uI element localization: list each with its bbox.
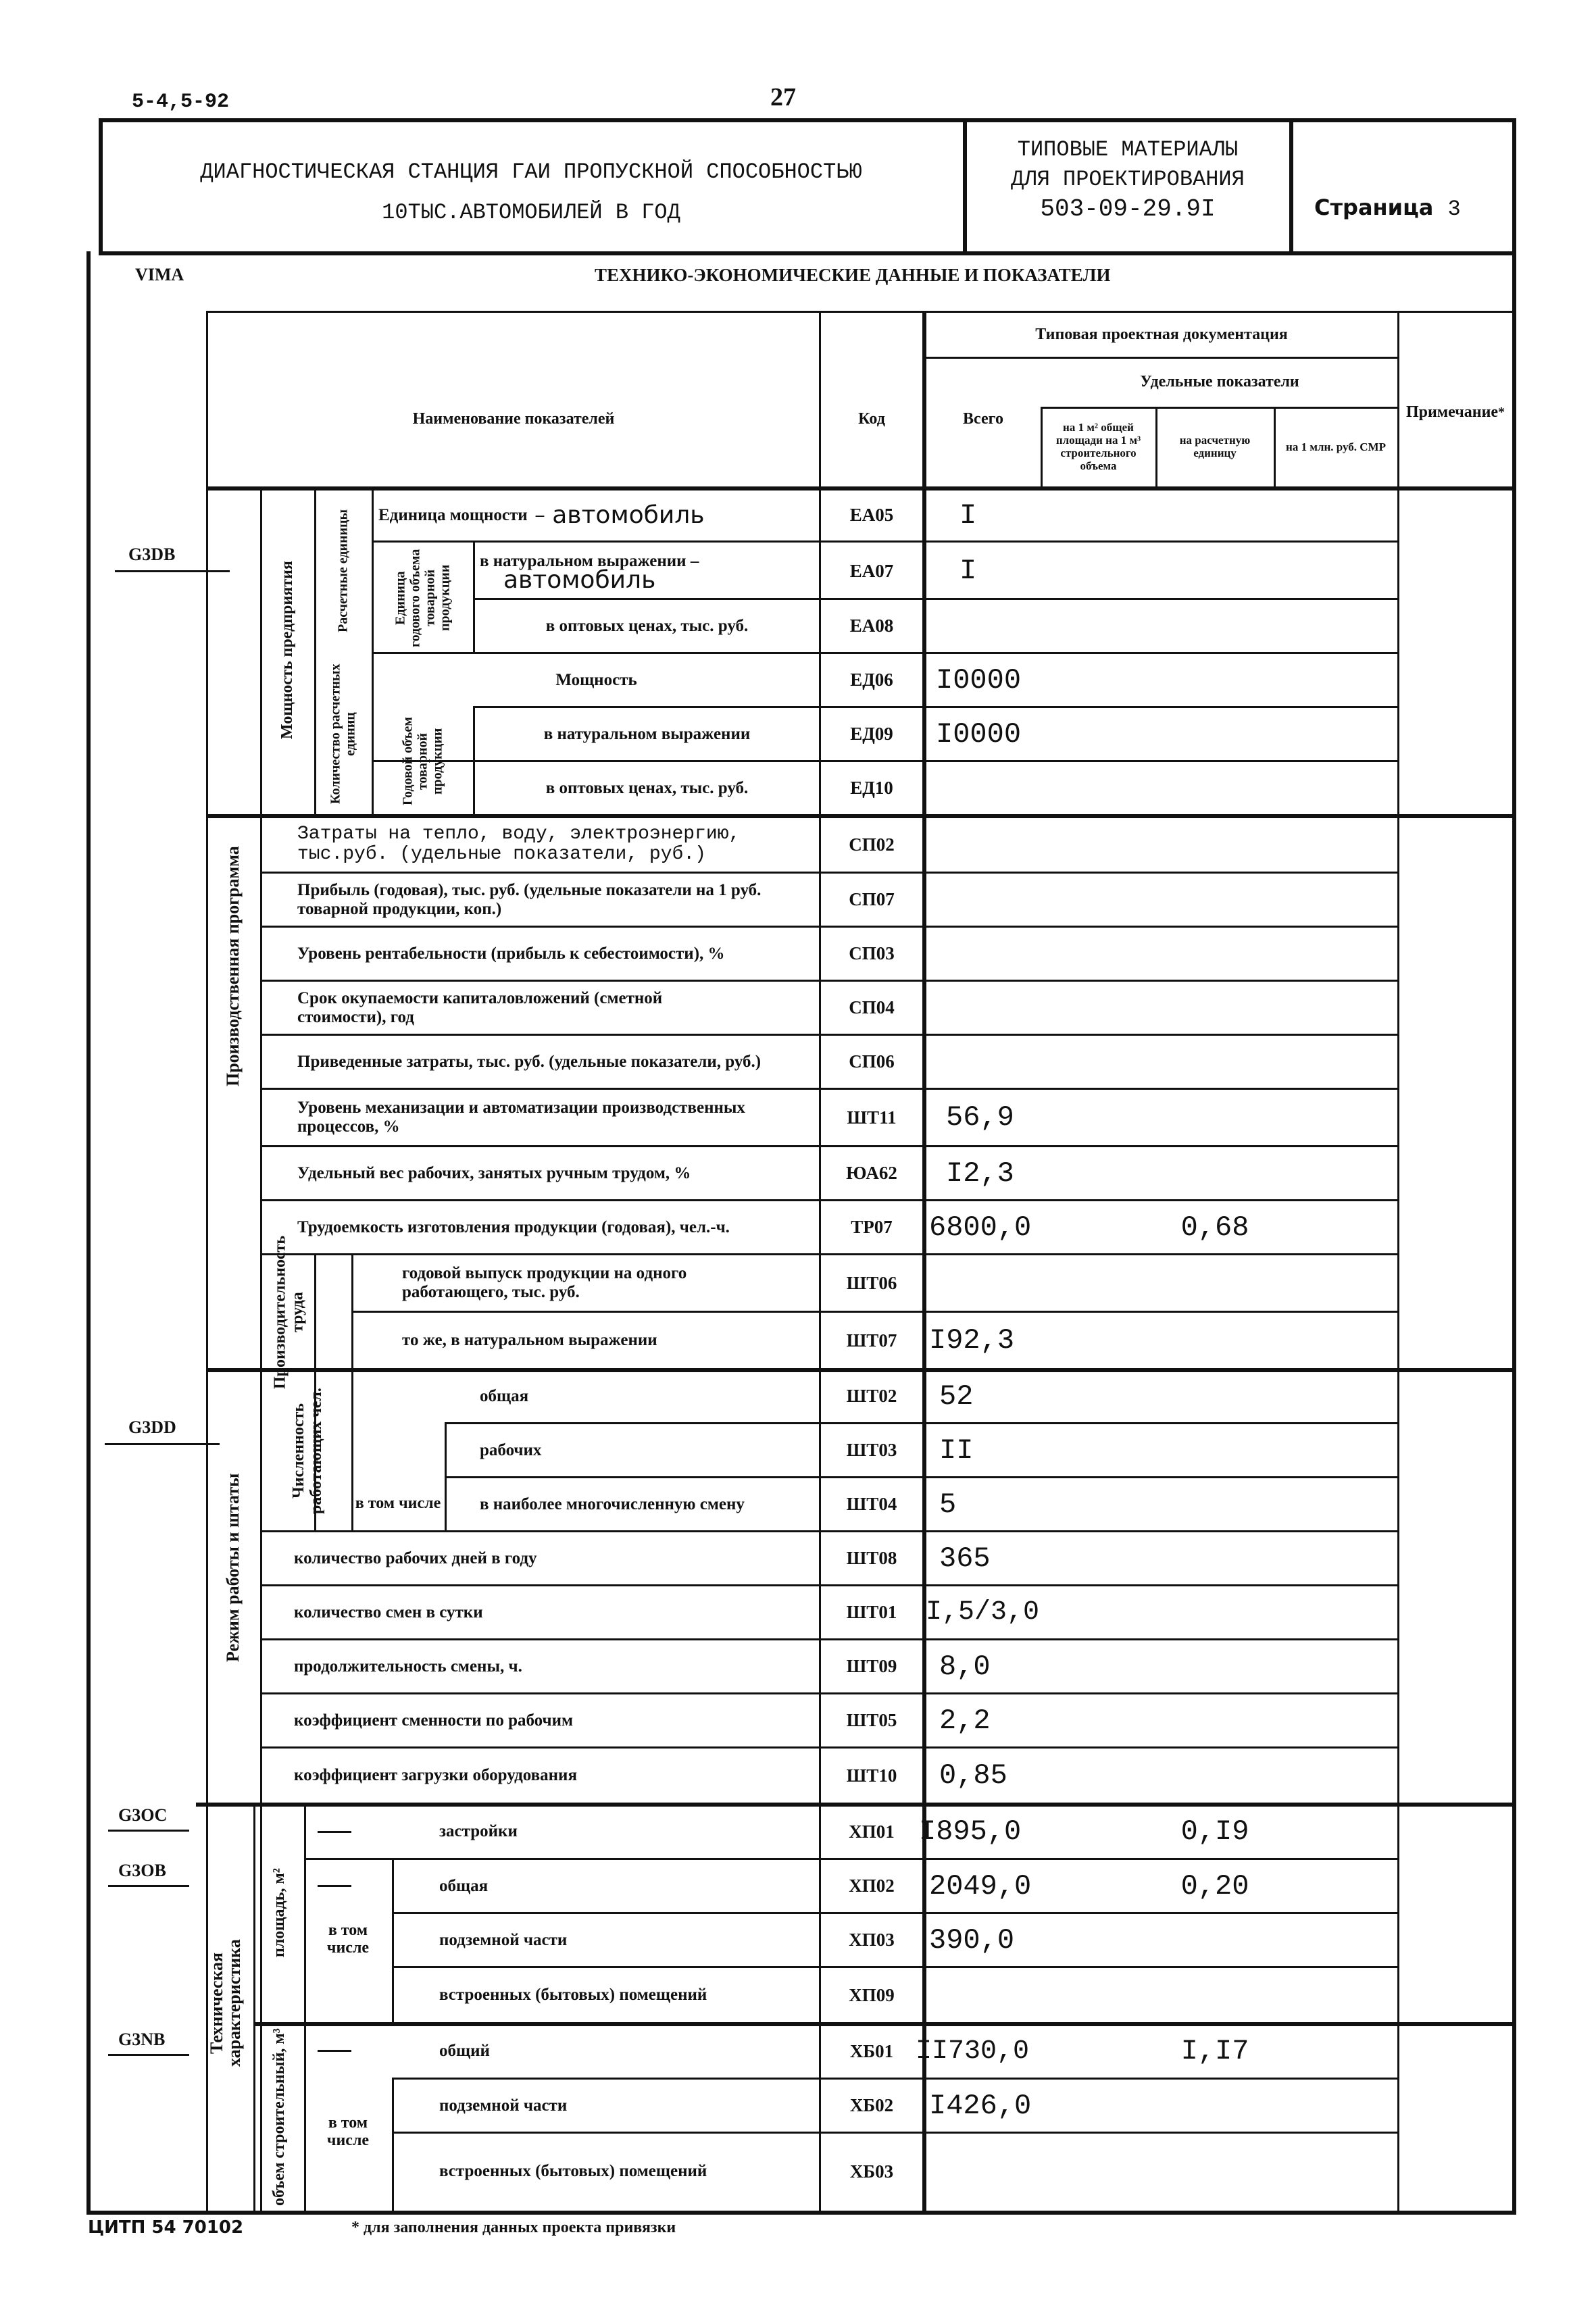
row-code: ЕА05 — [849, 505, 894, 525]
row-code: ШТ09 — [846, 1656, 897, 1676]
table-row: годовой выпуск продукции на одного работающего, тыс. руб. — [402, 1264, 687, 1301]
table-row: Срок окупаемости капиталовложений (сметной стоимости), год — [297, 988, 663, 1026]
group-production-program: Производственная программа — [223, 846, 243, 1086]
row-code: СП04 — [849, 997, 895, 1017]
table-row: Уровень механизации и автоматизации производственных процессов, % — [297, 1099, 745, 1136]
row-total: 2049,0 — [929, 1869, 1032, 1903]
row-total: I2,3 — [946, 1157, 1014, 1190]
side-code: G3OC — [118, 1805, 168, 1825]
incl-label: в том числе — [355, 1494, 441, 1512]
row-code: ШТ05 — [846, 1710, 897, 1730]
row-code: ШТ03 — [846, 1440, 897, 1460]
row-code: ЕА07 — [849, 560, 894, 581]
side-code: G3DB — [128, 545, 176, 564]
row-code: ШТ06 — [846, 1272, 897, 1293]
document-title: ДИАГНОСТИЧЕСКАЯ СТАНЦИЯ ГАИ ПРОПУСКНОЙ СПОСОБНОСТЬЮ 10ТЫС.АВТОМОБИЛЕЙ В ГОД — [200, 159, 862, 225]
section-title: ТЕХНИКО-ЭКОНОМИЧЕСКИЕ ДАННЫЕ И ПОКАЗАТЕЛИ — [595, 265, 1111, 285]
row-code: ТР07 — [851, 1217, 893, 1237]
section-code: VIMA — [135, 265, 184, 284]
group-annual-unit: Единица годового объема товарной продукции — [393, 549, 453, 647]
row-total: I895,0 — [919, 1815, 1022, 1848]
header-name: Наименование показателей — [412, 410, 615, 428]
table-row: Удельный вес рабочих, занятых ручным трудом, % — [297, 1163, 691, 1182]
group-volume: объем строительный, м³ — [270, 2028, 288, 2207]
table-row: в натуральном выражении — [543, 724, 751, 743]
row-code: СП02 — [849, 834, 895, 855]
row-per-unit: 0,68 — [1180, 1211, 1249, 1244]
table-row: в наиболее многочисленную смену — [480, 1494, 745, 1513]
row-code: ХБ03 — [849, 2161, 894, 2182]
table-row: Уровень рентабельности (прибыль к себестоимости), % — [297, 944, 725, 963]
table-row: встроенных (бытовых) помещений — [439, 2162, 707, 2180]
table-row: в оптовых ценах, тыс. руб. — [545, 616, 749, 635]
page-label: Страница 3 — [1314, 195, 1461, 222]
row-code: ЕД06 — [850, 670, 893, 690]
header-per-mln: на 1 млн. руб. СМР — [1286, 440, 1386, 453]
row-total: I426,0 — [929, 2089, 1032, 2122]
row-total: I0000 — [936, 663, 1022, 697]
group-productivity: Производительность труда — [271, 1235, 307, 1390]
row-total: I — [959, 555, 977, 587]
group-calc-units-count: Количество расчетных единиц — [328, 663, 358, 805]
table-row: в натуральном выражении – автомобиль — [480, 552, 699, 594]
header-specific: Удельные показатели — [1140, 373, 1299, 391]
footer-stamp: ЦИТП 54 70102 — [88, 2217, 244, 2238]
header-note: Примечание * — [1405, 403, 1505, 421]
row-per-unit: 0,20 — [1180, 1869, 1249, 1903]
row-code: ШТ10 — [846, 1765, 897, 1786]
row-code: ШТ07 — [846, 1330, 897, 1351]
row-code: СП03 — [849, 943, 895, 963]
row-code: ШТ01 — [846, 1602, 897, 1622]
row-total: I92,3 — [929, 1324, 1015, 1357]
table-row: коэффициент загрузки оборудования — [294, 1766, 577, 1784]
row-per-unit: 0,I9 — [1180, 1815, 1249, 1848]
row-total: 0,85 — [939, 1759, 1007, 1792]
table-row: встроенных (бытовых) помещений — [439, 1986, 707, 2004]
table-row: то же, в натуральном выражении — [402, 1331, 657, 1349]
header-total: Всего — [963, 410, 1003, 428]
row-per-unit: I,I7 — [1180, 2035, 1249, 2067]
row-total: II — [939, 1434, 974, 1467]
side-code: G3DD — [128, 1417, 176, 1437]
table-row: Мощность — [555, 670, 637, 689]
side-code: G3OB — [118, 1861, 166, 1880]
table-row: застройки — [439, 1822, 518, 1840]
row-code: ХП01 — [849, 1821, 895, 1842]
row-total: II730,0 — [916, 2036, 1030, 2067]
table-row: рабочих — [480, 1440, 542, 1459]
table-row: в оптовых ценах, тыс. руб. — [545, 778, 749, 797]
row-total: I,5/3,0 — [926, 1597, 1040, 1628]
row-total: I — [959, 499, 977, 532]
incl-label: в том числе — [326, 2114, 370, 2149]
incl-label: в том числе — [326, 1921, 370, 1957]
footer-note: * для заполнения данных проекта привязки — [351, 2219, 676, 2236]
table-row: подземной части — [439, 2096, 568, 2115]
side-code: G3NB — [118, 2030, 166, 2049]
table-row: Трудоемкость изготовления продукции (годовая), чел.-ч. — [297, 1217, 730, 1236]
row-code: ШТ02 — [846, 1386, 897, 1406]
group-enterprise-capacity: Мощность предприятия — [278, 561, 296, 740]
group-calc-units: Расчетные единицы — [335, 509, 351, 633]
group-area: площадь, м² — [270, 1868, 288, 1958]
row-code: ХП09 — [849, 1984, 895, 2005]
row-total: 6800,0 — [929, 1211, 1032, 1244]
table-row: коэффициент сменности по рабочим — [294, 1711, 574, 1730]
header-per-unit: на расчетную единицу — [1179, 434, 1251, 459]
row-code: СП07 — [849, 889, 895, 909]
table-row: подземной части — [439, 1930, 568, 1949]
row-total: 8,0 — [939, 1650, 991, 1683]
row-code: ХП03 — [849, 1930, 895, 1950]
row-code: ШТ08 — [846, 1548, 897, 1568]
table-row: Единица мощности – автомобиль — [378, 501, 705, 529]
table-row: Приведенные затраты, тыс. руб. (удельные показатели, руб.) — [297, 1052, 762, 1071]
header-per-m2: на 1 м² общей площади на 1 м³ строительного объема — [1055, 421, 1141, 472]
row-total: 2,2 — [939, 1704, 991, 1737]
row-total: 5 — [939, 1488, 957, 1521]
row-code: СП06 — [849, 1051, 895, 1072]
row-code: ЕД10 — [850, 778, 893, 798]
table-row: Прибыль (годовая), тыс. руб. (удельные показатели на 1 руб. товарной продукции, коп.) — [297, 880, 762, 918]
table-row: количество рабочих дней в году — [294, 1549, 537, 1567]
group-annual-volume: Годовой объем товарной продукции — [400, 717, 445, 805]
row-code: ХП02 — [849, 1876, 895, 1896]
row-code: ЮА62 — [846, 1163, 897, 1183]
row-total: 390,0 — [929, 1923, 1015, 1957]
table-row: общая — [480, 1386, 529, 1405]
table-row: общая — [439, 1876, 489, 1895]
row-code: ХБ02 — [849, 2095, 894, 2115]
row-total: 52 — [939, 1380, 974, 1413]
row-total: 365 — [939, 1542, 991, 1575]
row-total: I0000 — [936, 718, 1022, 751]
row-code: ШТ11 — [847, 1107, 897, 1128]
series-info: ТИПОВЫЕ МАТЕРИАЛЫ ДЛЯ ПРОЕКТИРОВАНИЯ 503-09-29.9I — [1011, 137, 1245, 223]
row-code: ХБ01 — [849, 2040, 894, 2061]
series-code: 5-4,5-92 — [132, 91, 230, 114]
header-typical: Типовая проектная документация — [1035, 326, 1288, 343]
row-code: ЕА08 — [849, 615, 894, 636]
row-code: ШТ04 — [846, 1494, 897, 1514]
table-row: количество смен в сутки — [294, 1603, 483, 1621]
page-number: 27 — [770, 83, 796, 111]
table-row: Затраты на тепло, воду, электроэнергию, тыс.руб. (удельные показатели, руб.) — [297, 824, 741, 865]
row-total: 56,9 — [946, 1101, 1014, 1134]
table-row: продолжительность смены, ч. — [294, 1657, 522, 1676]
group-tech-char: Техническая характеристика — [207, 1939, 244, 2067]
group-headcount: Численность работающих чел. — [290, 1388, 325, 1514]
row-code: ЕД09 — [850, 724, 893, 744]
group-regime: Режим работы и штаты — [223, 1473, 243, 1662]
header-code: Код — [858, 410, 885, 428]
table-row: общий — [439, 2042, 490, 2060]
